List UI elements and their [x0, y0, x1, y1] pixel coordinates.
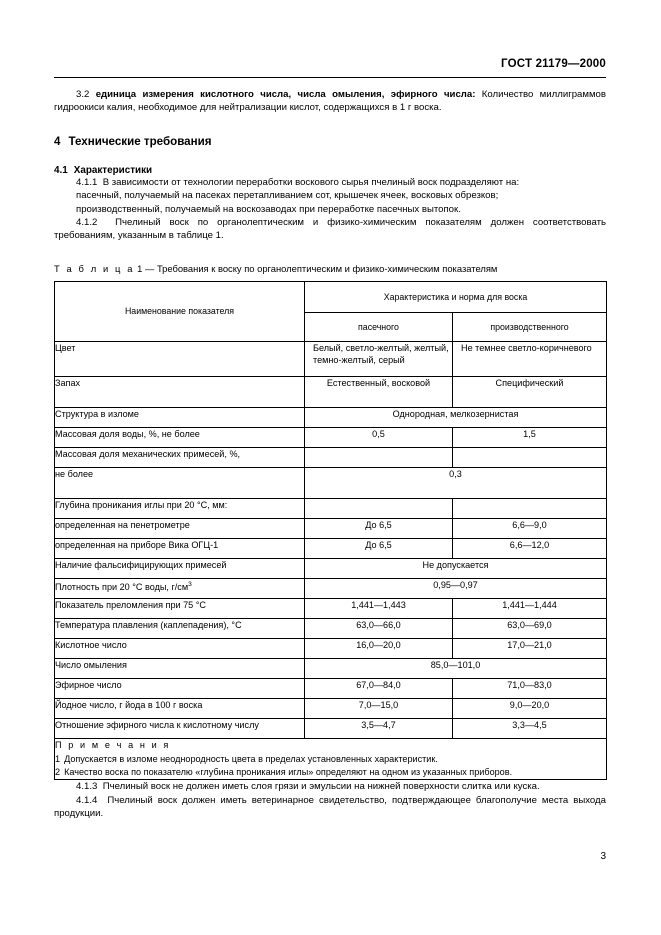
row-indicator-name: Глубина проникания иглы при 20 °С, мм: — [55, 498, 305, 518]
subsection-heading-4-1 — [54, 165, 606, 176]
row-indicator-name: не более — [55, 467, 305, 498]
clause-4-1-1-number: 4.1.1 — [76, 176, 98, 188]
table-row — [55, 658, 607, 678]
row-value-pasechny: До 6,5 — [305, 518, 453, 538]
subsection-4-1-number: 4.1 — [54, 164, 68, 176]
clause-4-1-4-number: 4.1.4 — [76, 794, 98, 806]
requirements-table — [54, 281, 607, 781]
row-value-proizvodstvenny: 6,6—9,0 — [453, 518, 607, 538]
table-foot — [55, 738, 607, 780]
table-row — [55, 718, 607, 738]
table-row — [55, 578, 607, 598]
row-value-proizvodstvenny — [453, 447, 607, 467]
table-row — [55, 518, 607, 538]
table-caption — [54, 263, 606, 274]
row-value-proizvodstvenny: 71,0—83,0 — [453, 678, 607, 698]
row-indicator-name: Число омыления — [55, 658, 305, 678]
row-indicator-name: Структура в изломе — [55, 407, 305, 427]
row-value-proizvodstvenny: 1,441—1,444 — [453, 598, 607, 618]
row-value-proizvodstvenny: 1,5 — [453, 427, 607, 447]
header-cell-name: Наименование показателя — [55, 281, 305, 341]
table-row — [55, 498, 607, 518]
clause-4-1-3-number: 4.1.3 — [76, 781, 98, 793]
clause-3-2 — [54, 88, 606, 115]
clause-4-1-1-text: В зависимости от технологии переработки воскового сырья пчелиный воск подразделяют на: — [102, 176, 520, 188]
row-value-pasechny: 1,441—1,443 — [305, 598, 453, 618]
table-notes-cell — [55, 738, 607, 780]
row-value-proizvodstvenny: 9,0—20,0 — [453, 698, 607, 718]
row-indicator-name: Цвет — [55, 341, 305, 376]
clause-4-1-3 — [54, 780, 606, 793]
standard-header: ГОСТ 21179—2000 — [501, 58, 606, 70]
row-indicator-name: определенная на пенетрометре — [55, 518, 305, 538]
row-indicator-name: Отношение эфирного числа к кислотному числу — [55, 718, 305, 738]
table-row — [55, 678, 607, 698]
row-indicator-name: Наличие фальсифицирующих примесей — [55, 558, 305, 578]
subsection-4-1-title: Характеристики — [73, 164, 153, 176]
table-row — [55, 427, 607, 447]
row-indicator-name: Эфирное число — [55, 678, 305, 698]
section-4-title: Технические требования — [68, 134, 212, 148]
row-indicator-name: Кислотное число — [55, 638, 305, 658]
clause-4-1-2-text: Пчелиный воск по органолептическим и физико-химическим показателям должен соответствовать требованиям, указанным в таблице 1. — [54, 217, 606, 242]
table-row — [55, 538, 607, 558]
row-value-pasechny: 0,5 — [305, 427, 453, 447]
row-value-pasechny: 67,0—84,0 — [305, 678, 453, 698]
row-value-both: Однородная, мелкозернистая — [305, 407, 607, 427]
row-value-pasechny — [305, 498, 453, 518]
row-value-proizvodstvenny — [453, 498, 607, 518]
row-indicator-name: Массовая доля механических примесей, %, — [55, 447, 305, 467]
table-row — [55, 558, 607, 578]
row-value-proizvodstvenny: 6,6—12,0 — [453, 538, 607, 558]
table-row — [55, 598, 607, 618]
row-value-pasechny: 63,0—66,0 — [305, 618, 453, 638]
clause-4-1-4-text: Пчелиный воск должен иметь ветеринарное свидетельство, подтверждающее благополучие места выхода продукции. — [54, 794, 606, 820]
clause-4-1-2 — [54, 216, 606, 243]
clause-4-1-4 — [54, 794, 606, 821]
note-number: 2 — [55, 767, 61, 778]
table-row — [55, 638, 607, 658]
clause-4-1-3-text: Пчелиный воск не должен иметь слоя грязи и эмульсии на нижней поверхности слитка или куска. — [102, 781, 540, 793]
table-row — [55, 376, 607, 407]
row-value-proizvodstvenny: 17,0—21,0 — [453, 638, 607, 658]
row-value-proizvodstvenny: 3,3—4,5 — [453, 718, 607, 738]
row-indicator-name: Температура плавления (каплепадения), °С — [55, 618, 305, 638]
list-item-pasechny: пасечный, получаемый на пасеках перетапливанием сот, крышечек ячеек, восковых обрезков; — [76, 190, 499, 202]
clause-4-1-1 — [54, 176, 606, 189]
row-indicator-name: Плотность при 20 °С воды, $г/см^3$ — [55, 578, 305, 598]
table-row — [55, 341, 607, 376]
table-row — [55, 698, 607, 718]
note-number: 1 — [55, 754, 61, 765]
clause-3-2-term: единица измерения кислотного числа, числа омыления, эфирного числа: — [95, 89, 476, 100]
row-value-proizvodstvenny: Специфический — [453, 376, 607, 407]
row-indicator-name: определенная на приборе Вика ОГЦ-1 — [55, 538, 305, 558]
header-cell-proizvodstvennogo: производственного — [453, 312, 607, 341]
table-caption-number: 1 — [137, 262, 143, 274]
row-indicator-name: Запах — [55, 376, 305, 407]
page-number: 3 — [600, 851, 606, 862]
row-value-pasechny: Естественный, восковой — [305, 376, 453, 407]
row-indicator-name: Массовая доля воды, %, не более — [55, 427, 305, 447]
page-content — [54, 88, 606, 821]
section-4-number: 4 — [54, 134, 61, 148]
table-notes-row — [55, 738, 607, 780]
row-value-both: Не допускается — [305, 558, 607, 578]
notes-title: П р и м е ч а н и я — [55, 739, 171, 750]
row-value-both: 0,95—0,97 — [305, 578, 607, 598]
clause-3-2-number: 3.2 — [76, 89, 90, 100]
section-heading-4 — [54, 135, 606, 148]
clause-3-2-text: Количество миллиграммов гидроокиси калия, необходимое для нейтрализации кислот, содержащихся в 1 г воска. — [54, 89, 606, 114]
table-header-row-1 — [55, 281, 607, 312]
table-head — [55, 281, 607, 341]
row-indicator-name: Показатель преломления при 75 °С — [55, 598, 305, 618]
header-cell-group: Характеристика и норма для воска — [305, 281, 607, 312]
row-value-pasechny: 16,0—20,0 — [305, 638, 453, 658]
table-caption-text: — Требования к воску по органолептическим и физико-химическим показателям — [144, 262, 498, 274]
row-value-proizvodstvenny: 63,0—69,0 — [453, 618, 607, 638]
row-indicator-name: Йодное число, г йода в 100 г воска — [55, 698, 305, 718]
note-item — [55, 753, 606, 766]
table-row — [55, 447, 607, 467]
clause-4-1-2-number: 4.1.2 — [76, 217, 98, 229]
note-text: Допускается в изломе неоднородность цвета в пределах установленных характеристик. — [64, 754, 438, 765]
note-text: Качество воска по показателю «глубина проникания иглы» определяют на одном из указанных приборов. — [64, 767, 513, 778]
table-row — [55, 467, 607, 498]
table-body — [55, 341, 607, 738]
row-value-pasechny: До 6,5 — [305, 538, 453, 558]
header-cell-pasechnogo: пасечного — [305, 312, 453, 341]
superscript: 3 — [188, 580, 192, 588]
row-value-proizvodstvenny: Не темнее светло-коричневого — [453, 341, 607, 376]
table-row — [55, 618, 607, 638]
row-value-pasechny: Белый, светло-желтый, желтый, темно-желтый, серый — [305, 341, 453, 376]
row-value-pasechny — [305, 447, 453, 467]
header-rule — [54, 77, 606, 78]
list-item-proizvodstvenny: производственный, получаемый на воскозаводах при переработке пасечных вытопок. — [76, 203, 461, 215]
row-value-pasechny: 3,5—4,7 — [305, 718, 453, 738]
row-value-both: 85,0—101,0 — [305, 658, 607, 678]
note-item — [55, 766, 606, 779]
row-value-both: 0,3 — [305, 467, 607, 498]
table-row — [55, 407, 607, 427]
row-value-pasechny: 7,0—15,0 — [305, 698, 453, 718]
table-caption-label: Т а б л и ц а — [54, 262, 135, 274]
